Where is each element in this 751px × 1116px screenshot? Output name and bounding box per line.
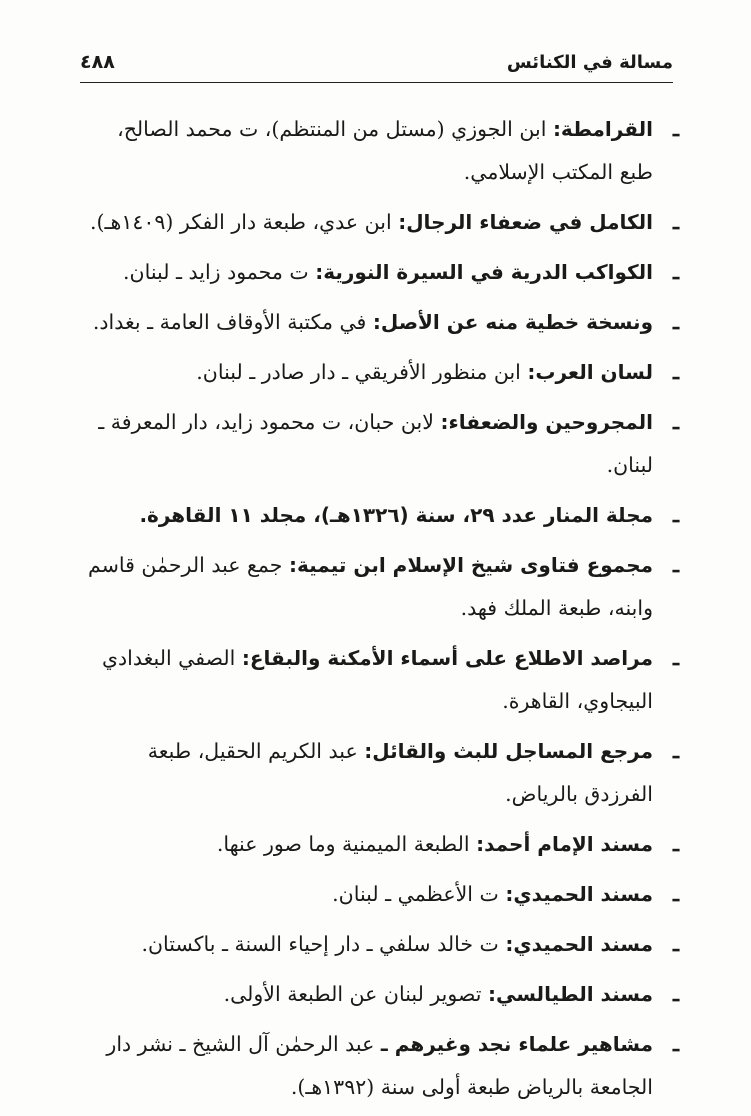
- entry-dash: ـ: [672, 503, 679, 527]
- bibliography-entry: [80, 730, 679, 816]
- entry-title: القرامطة:: [552, 117, 653, 141]
- bibliography-entry: [80, 301, 679, 344]
- entry-title: لسان العرب:: [527, 360, 653, 384]
- running-title: مسالة في الكنائس: [506, 51, 673, 73]
- entry-details: في مكتبة الأوقاف العامة ـ بغداد.: [92, 310, 367, 334]
- entry-title: الكواكب الدرية في السيرة النورية:: [315, 260, 653, 284]
- entry-dash: ـ: [672, 646, 679, 670]
- bibliography-entry: [80, 873, 679, 916]
- bibliography-entry: [80, 401, 679, 487]
- entry-details: ت الأعظمي ـ لبنان.: [332, 882, 499, 906]
- bibliography-entry: [80, 251, 679, 294]
- bibliography-entry: [80, 637, 679, 723]
- entry-title: مسند الحميدي:: [505, 882, 653, 906]
- bibliography-entry: [80, 973, 679, 1016]
- bibliography-entry: [80, 1023, 679, 1109]
- entry-dash: ـ: [672, 310, 679, 334]
- bibliography-entry: [80, 923, 679, 966]
- entry-details: ابن منظور الأفريقي ـ دار صادر ـ لبنان.: [196, 360, 521, 384]
- bibliography-entry: [80, 351, 679, 394]
- entry-dash: ـ: [672, 832, 679, 856]
- entry-title: الكامل في ضعفاء الرجال:: [398, 210, 653, 234]
- entry-title: مسند الإمام أحمد:: [476, 832, 653, 856]
- entry-details: لابن حبان، ت محمود زايد، دار المعرفة ـ لبنان.: [98, 410, 653, 477]
- entry-dash: ـ: [672, 410, 679, 434]
- entry-dash: ـ: [672, 982, 679, 1006]
- entry-details: عبد الكريم الحقيل، طبعة الفرزدق بالرياض.: [147, 739, 653, 806]
- bibliography-entry: [80, 201, 679, 244]
- entry-title: مراصد الاطلاع على أسماء الأمكنة والبقاع:: [241, 646, 653, 670]
- entry-details: ابن عدي، طبعة دار الفكر (١٤٠٩هـ).: [89, 210, 392, 234]
- bibliography-entry: [80, 823, 679, 866]
- entry-dash: ـ: [672, 932, 679, 956]
- bibliography-entry: [80, 494, 679, 537]
- entry-title: ونسخة خطية منه عن الأصل:: [372, 310, 653, 334]
- page-header: [80, 42, 673, 83]
- entry-title: مجموع فتاوى شيخ الإسلام ابن تيمية:: [289, 553, 653, 577]
- entry-dash: ـ: [672, 739, 679, 763]
- entry-title: المجروحين والضعفاء:: [440, 410, 653, 434]
- page-number: ٤٨٨: [80, 51, 115, 73]
- entry-title: مسند الحميدي:: [505, 932, 653, 956]
- entry-dash: ـ: [672, 1032, 679, 1056]
- bibliography-list: [80, 108, 679, 1116]
- entry-details: الطبعة الميمنية وما صور عنها.: [216, 832, 470, 856]
- entry-title: مسند الطيالسي:: [487, 982, 653, 1006]
- entry-title: مرجع المساجل للبث والقائل:: [364, 739, 653, 763]
- entry-dash: ـ: [672, 210, 679, 234]
- entry-details: جمع عبد الرحمٰن قاسم وابنه، طبعة الملك فهد.: [88, 553, 653, 620]
- entry-details: عبد الرحمٰن آل الشيخ ـ نشر دار الجامعة بالرياض طبعة أولى سنة (١٣٩٢هـ).: [106, 1032, 653, 1099]
- entry-details: ت محمود زايد ـ لبنان.: [123, 260, 309, 284]
- entry-details: ابن الجوزي (مستل من المنتظم)، ت محمد الصالح، طبع المكتب الإسلامي.: [117, 117, 653, 184]
- bibliography-entry: [80, 544, 679, 630]
- entry-dash: ـ: [672, 553, 679, 577]
- entry-title: مجلة المنار عدد ٢٩، سنة (١٣٢٦هـ)، مجلد ١١ القاهرة.: [139, 503, 653, 527]
- entry-details: تصوير لبنان عن الطبعة الأولى.: [223, 982, 482, 1006]
- entry-details: ت خالد سلفي ـ دار إحياء السنة ـ باكستان.: [141, 932, 499, 956]
- entry-dash: ـ: [672, 260, 679, 284]
- entry-dash: ـ: [672, 882, 679, 906]
- entry-dash: ـ: [672, 117, 679, 141]
- entry-dash: ـ: [672, 360, 679, 384]
- bibliography-entry: [80, 108, 679, 194]
- entry-title: مشاهير علماء نجد وغيرهم ـ: [380, 1032, 653, 1056]
- entry-details: الصفي البغدادي البيجاوي، القاهرة.: [102, 646, 653, 713]
